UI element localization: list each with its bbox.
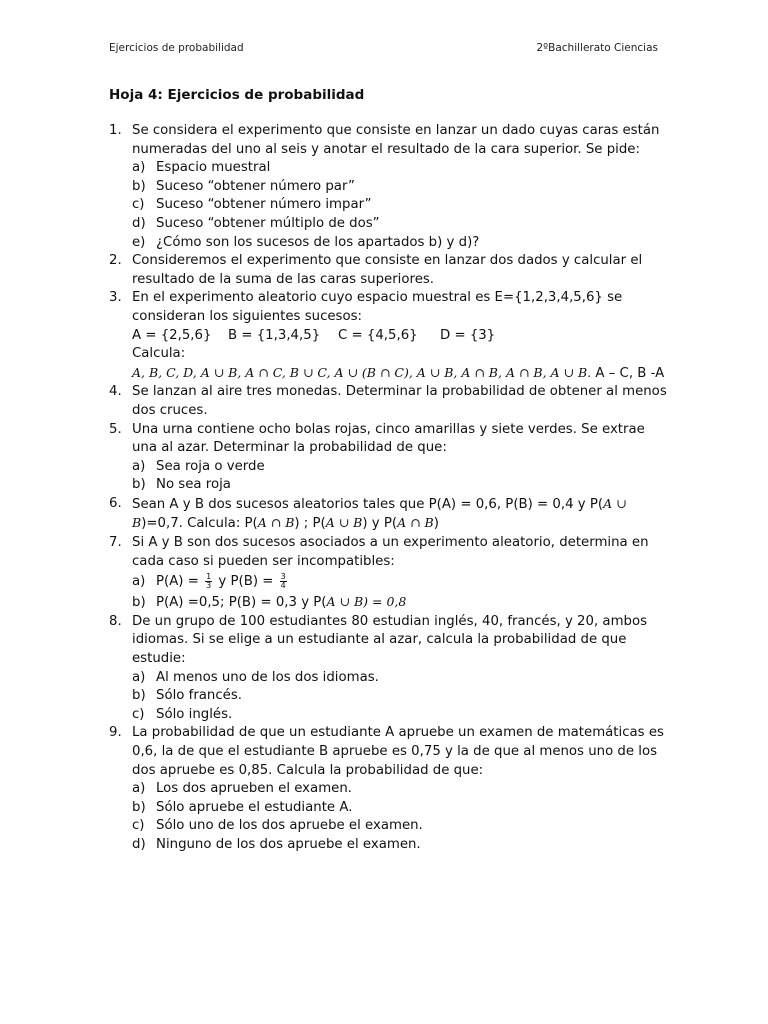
exercise-number: 6. [109,495,122,511]
sub-item: b) Suceso “obtener número par” [132,178,355,194]
set-operations-math: A, B, C, D, A ∪ B, A ∩ C, B ∪ C, A ∪ (B ∩ C), A ∪ B, A ∩ B, A ∩ B, A ∪ B. [132,364,592,380]
exercise-8 [0,613,768,725]
set-d: D = {3} [440,327,496,343]
exercise-number: 5. [109,421,122,437]
exercise-text: idiomas. Si se elige a un estudiante al azar, calcula la probabilidad de que [132,632,627,648]
sub-item: a) Los dos aprueben el examen. [132,781,352,797]
sub-item: b) Sólo francés. [132,688,243,704]
exercise-2 [0,252,768,289]
header-left: Ejercicios de probabilidad [109,42,244,54]
exercise-4 [0,383,768,420]
sub-item: e) ¿Cómo son los sucesos de los apartados b) y d)? [132,234,480,250]
exercise-1 [0,122,768,252]
header-right: 2ºBachillerato Ciencias [536,42,658,54]
sub-item: b) No sea roja [132,477,231,493]
exercise-number: 4. [109,384,122,400]
exercise-text: resultado de la suma de las caras superiores. [132,271,435,287]
set-definitions [132,327,660,346]
exercise-text: estudie: [132,651,186,667]
exercise-number: 7. [109,535,122,551]
exercise-text: En el experimento aleatorio cuyo espacio muestral es E={1,2,3,4,5,6} se [132,290,623,306]
set-operations-tail: A – C, B -A [591,365,665,381]
exercise-list [0,122,768,855]
exercise-9 [0,724,768,854]
exercise-text: dos cruces. [132,402,208,418]
page-title: Hoja 4: Ejercicios de probabilidad [109,87,365,103]
exercise-text: Una urna contiene ocho bolas rojas, cinco amarillas y siete verdes. Se extrae [132,421,645,437]
exercise-text: La probabilidad de que un estudiante A apruebe un examen de matemáticas es [132,725,664,741]
exercise-text: Consideremos el experimento que consiste en lanzar dos dados y calcular el [132,253,643,269]
sub-item: c) Sólo uno de los dos apruebe el examen. [132,818,423,834]
exercise-text: B)=0,7. Calcula: P(A ∩ B) ; P(A ∪ B) y P(A ∩ B) [132,515,439,532]
exercise-number: 2. [109,253,122,269]
set-b: B = {1,3,4,5} [228,327,321,343]
sub-item: b) Sólo apruebe el estudiante A. [132,799,353,815]
set-c: C = {4,5,6} [338,327,418,343]
exercise-text: Se lanzan al aire tres monedas. Determinar la probabilidad de obtener al menos [132,384,667,400]
sub-item: a) Al menos uno de los dos idiomas. [132,669,379,685]
fraction: $\frac{3}{4}$ [280,571,286,590]
exercise-text: 0,6, la de que el estudiante B apruebe es 0,75 y la de que al menos uno de los [132,744,658,759]
exercise-text: De un grupo de 100 estudiantes 80 estudian inglés, 40, francés, y 20, ambos [132,613,648,629]
exercise-5 [0,421,768,495]
sub-item: a) Sea roja o verde [132,458,265,474]
sub-item: d) Ninguno de los dos apruebe el examen. [132,836,421,852]
fraction: $\frac{1}{3}$ [206,571,212,590]
exercise-text: Se considera el experimento que consiste en lanzar un dado cuyas caras están [132,123,660,138]
exercise-number: 9. [109,725,122,741]
sub-item: d) Suceso “obtener múltiplo de dos” [132,215,380,231]
set-operations [132,364,665,384]
calcula-label: Calcula: [132,346,186,362]
exercise-number: 1. [109,123,122,138]
sub-item: a) P(A) = $\frac{1}{3}$ y P(B) = $\frac{3}{4}$ [132,571,286,590]
sub-item: c) Suceso “obtener número impar” [132,197,372,213]
exercise-3 [0,289,768,383]
exercise-text: numeradas del uno al seis y anotar el resultado de la cara superior. Se pide: [132,141,640,157]
sub-item: a) Espacio muestral [132,160,271,176]
set-a: A = {2,5,6} [132,327,212,343]
exercise-number: 3. [109,290,122,306]
exercise-7 [0,534,768,613]
exercise-text: Sean A y B dos sucesos aleatorios tales que P(A) = 0,6, P(B) = 0,4 y P(A ∪ [132,495,627,512]
exercise-text: dos apruebe es 0,85. Calcula la probabilidad de que: [132,762,484,778]
exercise-text: cada caso si pueden ser incompatibles: [132,553,395,569]
exercise-6 [0,495,768,534]
exercise-number: 8. [109,613,122,629]
sub-item: b) P(A) =0,5; P(B) = 0,3 y P(A ∪ B) = 0,8 [132,594,407,611]
exercise-text: consideran los siguientes sucesos: [132,308,363,324]
sub-item: c) Sólo inglés. [132,706,233,722]
exercise-text: Si A y B son dos sucesos asociados a un experimento aleatorio, determina en [132,535,649,551]
exercise-text: una al azar. Determinar la probabilidad de que: [132,440,447,456]
